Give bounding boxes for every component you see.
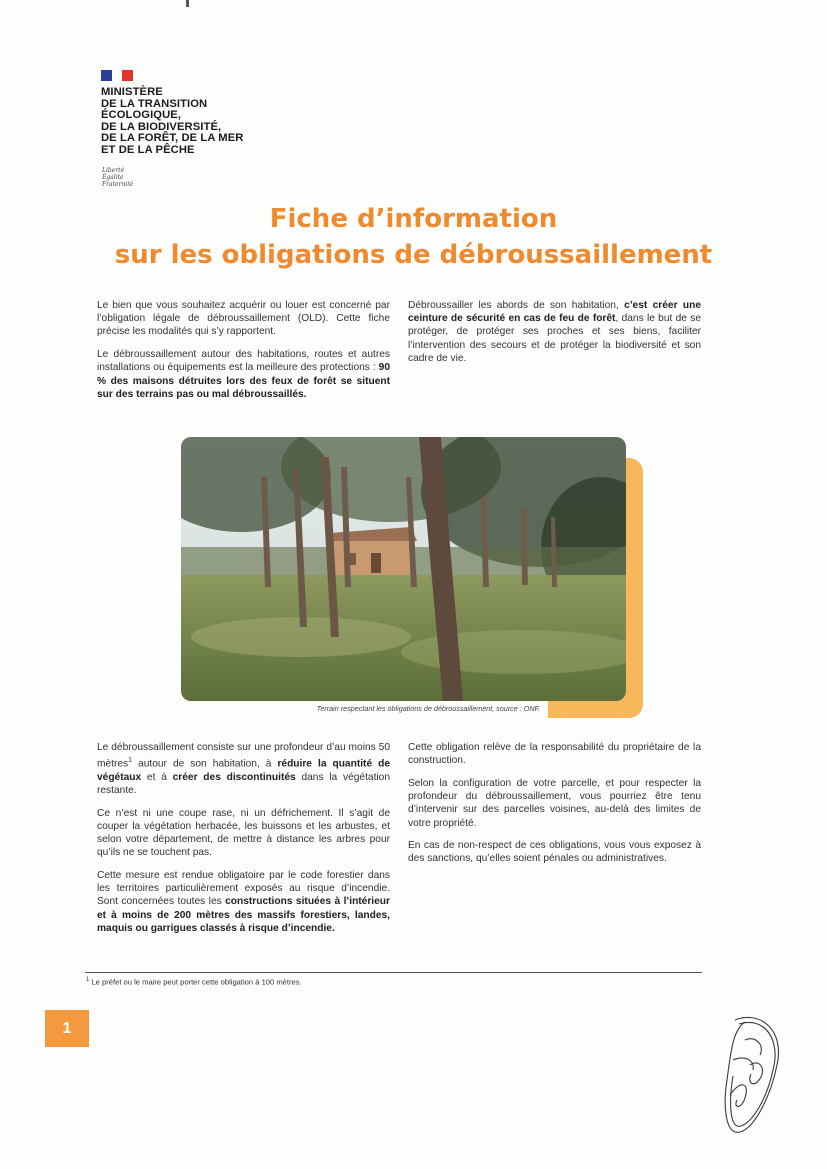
handwritten-signature — [715, 1010, 795, 1140]
emphasis: 90 % des maisons détruites lors des feux de forêt se situent sur des terrains pas ou mal débroussaillés. — [97, 362, 390, 400]
ministry-line: ÉCOLOGIQUE, — [101, 109, 182, 122]
paragraph: Le débroussaillement consiste sur une profondeur d’au moins 50 mètres$^1$ autour de son habitation, à réduire la quantité de végétaux et à créer des discontinuités dans la végétation restante. — [97, 742, 391, 796]
photo-caption: Terrain respectant les obligations de débroussaillement, source : ONF. — [316, 704, 540, 713]
motto-line: Égalité — [102, 174, 124, 181]
emphasis: c’est créer une ceinture de sécurité en cas de feu de forêt — [408, 300, 701, 325]
republic-motto — [102, 167, 133, 188]
ministry-line: ET DE LA PÊCHE — [101, 143, 195, 156]
page-number-badge: 1 — [45, 1010, 89, 1047]
paragraph: Débroussailler les abords de son habitation, c’est créer une ceinture de sécurité en cas de feu de forêt, dans le but de se protéger, de protéger ses proches et ses biens, faciliter l’intervention des secours et de protéger la biodiversité et son cadre de vie. — [408, 300, 701, 364]
ministry-line: DE LA FORÊT, DE LA MER — [101, 132, 244, 145]
paragraph: Ce n’est ni une coupe rase, ni un défrichement. Il s’agit de couper la végétation herbacée, les buissons et les arbustes, et selon votre département, de mettre à distance les arbres pour qu’ils ne se touchent pas. — [97, 807, 390, 859]
ministry-line: MINISTÈRE — [101, 86, 163, 98]
title-line-1: Fiche d’information — [269, 204, 558, 234]
document-title — [0, 201, 827, 273]
scan-mark — [186, 0, 189, 7]
paragraph: Selon la configuration de votre parcelle, et pour respecter la profondeur du débroussaillement, vous pourriez être tenu d’intervenir sur des parcelles voisines, au-delà des limites de votre propriété. — [408, 777, 701, 829]
forest-house-photo — [181, 437, 626, 701]
french-flag-logo — [101, 70, 133, 81]
paragraph: Cette obligation relève de la responsabilité du propriétaire de la construction. — [408, 742, 701, 767]
ministry-name — [101, 87, 301, 157]
footnote-divider — [85, 972, 702, 973]
intro-left-column — [97, 299, 390, 410]
emphasis: créer des discontinuités — [172, 771, 296, 783]
emphasis: réduire la quantité de végétaux — [97, 758, 391, 783]
intro-right-column — [408, 299, 701, 375]
paragraph: Le bien que vous souhaitez acquérir ou louer est concerné par l’obligation légale de débroussaillement (OLD). Cette fiche précise les modalités qui s’y rapportent. — [97, 300, 390, 338]
paragraph: En cas de non-respect de ces obligations, vous vous exposez à des sanctions, qu’elles soient pénales ou administratives. — [408, 840, 701, 865]
ministry-line: DE LA TRANSITION — [101, 97, 208, 110]
emphasis: constructions situées à l’intérieur et à moins de 200 mètres des massifs forestiers, landes, maquis ou garrigues classés à risque d’incendie. — [97, 896, 390, 934]
motto-line: Fraternité — [102, 181, 134, 188]
paragraph: Cette mesure est rendue obligatoire par le code forestier dans les territoires particulièrement exposés au risque d’incendie. Sont concernées toutes les constructions situées à l’intérieur et à moins de 200 mètres des massifs forestiers, landes, maquis ou garrigues classés à risque d’incendie. — [97, 870, 390, 934]
body-left-column — [97, 741, 390, 945]
title-line-2: sur les obligations de débroussaillement — [114, 240, 713, 270]
footnote-ref[interactable]: 1 — [128, 757, 133, 765]
footnote: $^1$ Le préfet ou le maire peut porter cette obligation à 100 mètres. — [86, 977, 302, 987]
ministry-line: DE LA BIODIVERSITÉ, — [101, 120, 222, 133]
footnote-number: 1 — [86, 977, 90, 983]
paragraph: Le débroussaillement autour des habitations, routes et autres installations ou équipements est la meilleure des protections : 90 % des maisons détruites lors des feux de forêt se situent sur des terrains pas ou mal débroussaillés. — [97, 349, 390, 400]
body-right-column — [408, 741, 701, 875]
motto-line: Liberté — [102, 167, 125, 174]
